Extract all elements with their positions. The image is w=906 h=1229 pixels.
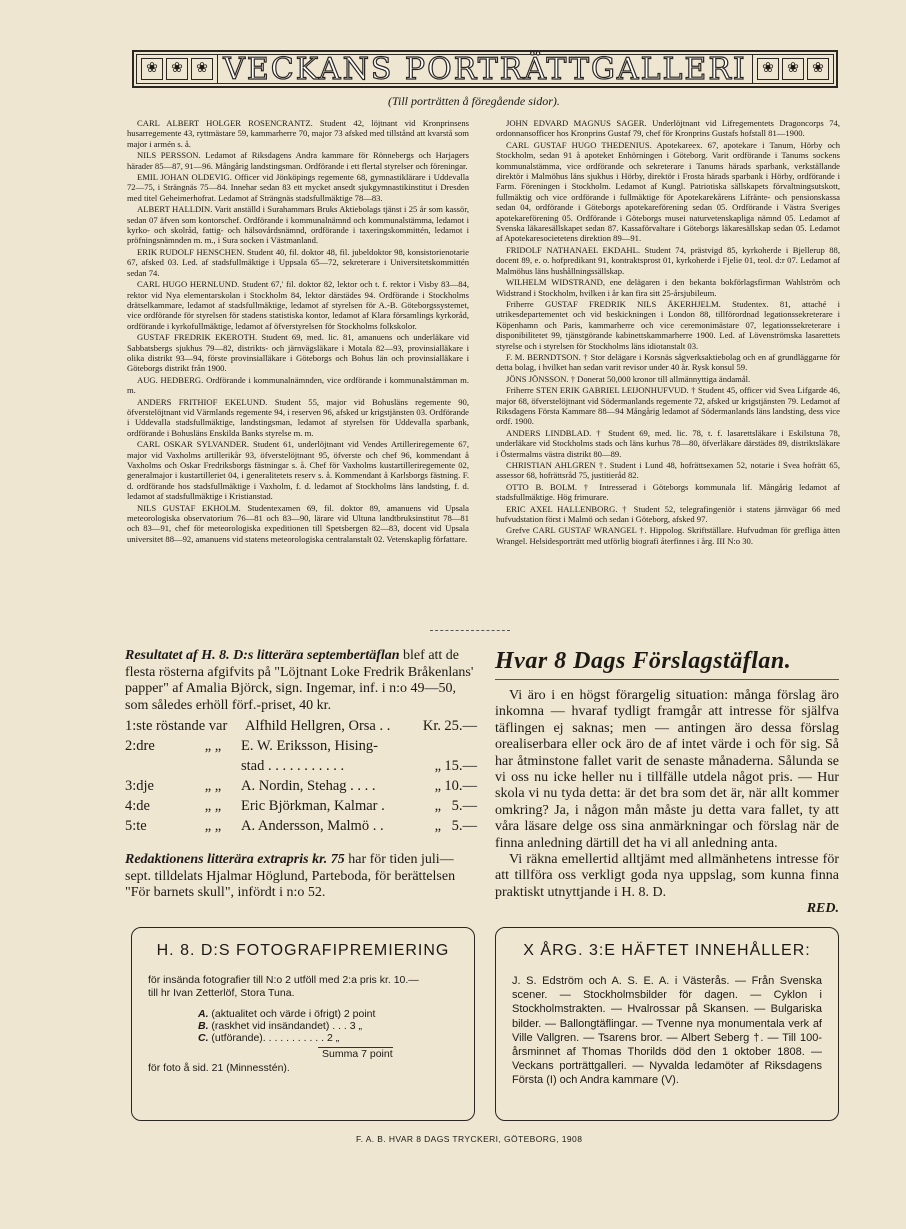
biography-entry: Friherre GUSTAF FREDRIK NILS ÅKERHJELM. Studentex. 81, attaché i utrikesdepartementet och vid beskickningen i London 88, tillförordnad legationssekreterare i Köpenhamn och Paris, kammarherre och vice ceremonimästare 07, legationssekreterare i disponibilitetet 99, tjänstgörande kabinettskammarherre 1900. Led. af Lövenströmska lasarettets styrelse och i styrelsen för Stockholms läns idiotanstalt 03.: [496, 298, 840, 351]
masthead: [132, 50, 838, 88]
grade-row: A. (aktualitet och värde i öfrigt) 2 point: [198, 1008, 376, 1020]
biography-entry: JÖNS JÖNSSON. † Donerat 50,000 kronor till allmännyttiga ändamål.: [506, 373, 751, 384]
literary-contest-results: [125, 648, 477, 902]
photo-award-line: till hr Ivan Zetterlöf, Stora Tuna.: [148, 987, 295, 999]
flower-ornament-icon: ❀: [141, 58, 163, 80]
contest-signature: RED.: [806, 901, 839, 917]
biography-entry: ERIC AXEL HALLENBORG. † Student 52, telegrafingeniör i statens järnvägar 66 med hufvudstation först i Malmö och sedan i Göteborg, afsked 97.: [496, 503, 840, 525]
biography-entry: JOHN EDVARD MAGNUS SAGER. Underlöjtnant vid Lifregementets Dragoncorps 74, ordonnansofficer hos Kronprins Gustaf 79, chef för Kronprins Gustafs hofstall 81—1900.: [496, 118, 840, 139]
prize-table: [125, 718, 477, 838]
portrait-biographies-right: [496, 118, 840, 547]
biography-entry: CARL OSKAR SYLVANDER. Student 61, underlöjtnant vid Vendes Artilleriregemente 67, major vid Vaxholms artillerikår 93, öfverstelöjtnant 95, öfverste och chef 96, kommendant å Vaxholms och Oskar Fredriksborgs fästningar s. å. Chef för Vaxholms kustartilleriregemente 02, generalmajor i kustartilleriet 04, i generalitetets reserv s. å. Kommendant å Karlsborgs fästning. F. d. ordförande hos stadsfullmäktige i Vaxholm, f. d. ledamot af Stockholms läns landsting, f. d. ledamot af stadsfullmäktige i Kristianstad.: [127, 439, 469, 502]
portrait-biographies-left: [127, 118, 469, 545]
photo-award-box: [131, 927, 475, 1121]
prize-row: 5:te „ „ A. Andersson, Malmö . . „ 5.—: [125, 818, 477, 834]
biography-entry: Friherre STEN ERIK GABRIEL LEIJONHUFVUD. † Student 45, officer vid Svea Lifgarde 46, major 68, öfverstelöjtnant vid Södermanlands regemente 72, afsked ur krigstjänsten 79. Ledamot af Riksdagens Första Kammare 88—94 Mångårig ledamot af Södermanlands läns landsting, dess vice ordf. 1900.: [496, 385, 840, 427]
contest-title: Hvar 8 Dags Förslagstäflan.: [495, 648, 839, 680]
masthead-ornament-right: [753, 58, 833, 80]
biography-entry: ERIK RUDOLF HENSCHEN. Student 40, fil. doktor 48, fil. jubeldoktor 98, konsistorienotarie 67, afsked 03. Led. af stadsfullmäktige i Uppsala 65—72, sekreterare i Universitetskommittén sedan 74.: [127, 246, 469, 278]
biography-entry: GUSTAF FREDRIK EKEROTH. Student 69, med. lic. 81, amanuens och underläkare vid Sabbatsbergs sjukhus 79—82, distrikts- och järnvägsläkare i Motala 82—93, provinsialläkare i olika distrikt 93—94, förste provinsialläkare i Göteborgs och Bohus län och provinsialläkare i Göteborgs distrikt från 1900.: [127, 332, 469, 374]
biography-entry: ANDERS LINDBLAD. † Student 69, med. lic. 78, t. f. lasarettsläkare i Eskilstuna 78, underläkare vid Stockholms stads och läns kurhus 78—80, öfverläkare därstädes 89, distriktsläkare i Östermalms västra distrikt 80—89.: [496, 427, 840, 459]
biography-entry: CHRISTIAN AHLGREN †. Student i Lund 48, hofrättsexamen 52, notarie i Svea hofrätt 65, assessor 68, hofrättsråd 75, justitieråd 82.: [496, 460, 840, 481]
extra-prize-note: [125, 852, 477, 902]
biography-entry: CARL HUGO HERNLUND. Student 67,' fil. doktor 82, lektor och t. f. rektor i Visby 83—84, rektor vid Nya elementarskolan i Stockholm 84, lektor därstädes 94. Ordförande i Stockholms drätselkammare, ledamot af stadsfullmäktige, ledamot af styrelsen för A.-B. Göteborgssystemet, vice ordförande för styrelsen för stadens statistiska kontor, ledamot af Klara församlings kyrkoråd, ordförande i kyrkofullmäktige, ledamot af öfverstyrelsen för Stockholms folkskolor.: [127, 279, 469, 331]
suggestion-contest: [495, 648, 839, 917]
flower-ornament-icon: ❀: [782, 58, 804, 80]
flower-ornament-icon: ❀: [166, 58, 188, 80]
extra-prize-text: har för tiden juli—sept. tilldelats Hjalmar Höglund, Parteboda, för berättelsen "För barnets skull", infördt i n:o 52.: [125, 852, 456, 900]
biography-entry: ANDERS FRITHIOF EKELUND. Student 55, major vid Bohusläns regemente 90, öfverstelöjtnant vid Värmlands regemente 94, i reserven 96, afsked ur krigstjänsten 03. Ordförande i Uddevalla stadsfullmäktige, landstingsman, ledamot af styrelsen för Uddevalla sparbank, ordförande i Bohusläns Enskilda Banks styrelse m. m.: [127, 396, 469, 438]
photo-award-line: för insända fotografier till N:o 2 utföll med 2:a pris kr. 10.—: [148, 974, 419, 986]
grade-sum: Summa 7 point: [318, 1047, 393, 1060]
printer-imprint: F. A. B. HVAR 8 DAGS TRYCKERI, GÖTEBORG, 1908: [356, 1134, 583, 1144]
issue-contents-box: [495, 927, 839, 1121]
prize-row: 1:ste röstande var Alfhild Hellgren, Orsa . . Kr. 25.—: [125, 718, 477, 734]
biography-entry: CARL GUSTAF HUGO THEDENIUS. Apotekareex. 67, apotekare i Tanum, Hörby och Stockholm, sedan 91 å apoteket Enhörningen i Göteborg. Varit ordförande i Tanums sockens kommunalstämma, vice ordförande och sekreterare i Tanums härads sparbank, verkställande direktör i Malmöhus läns sjukhus i Hörby, direktör i Frosta härads sparbank i Hörby, ordförande i Farm. Föreningen i Stockholm. Ledamot af Kungl. Patriotiska sällskapets förvaltningsutskott, fullmäktig och vice ordförande i fullmäktige för Apotekarekårens Lifränte- och pensionskassa sedan 04, ordförande i Göteborgs apotekareförening sedan 05. Ordförande i Västra Sveriges apotekareförening 05. Ordförande i Göteborgs musei naturvetenskapliga nämnd 05. Ledamot af Svenska läkaresällskapet sedan 87. Kassaförvaltare i Göteborgs läkaresällskap sedan 05. Ledamot af Apotekaresocietetens direktion 89—91.: [496, 139, 840, 244]
biography-entry: WILHELM WIDSTRAND, ene delägaren i den bekanta bokförlagsfirman Wahlström och Widstrand i Stockholm, hvilken i år kan fira sitt 25-årsjubileum.: [496, 277, 840, 298]
photo-award-title: H. 8. D:S FOTOGRAFIPREMIERING: [156, 942, 450, 959]
photo-award-note: för foto å sid. 21 (Minnesstén).: [148, 1062, 290, 1074]
prize-row: stad . . . . . . . . . . . „ 15.—: [241, 758, 477, 774]
biography-entry: NILS PERSSON. Ledamot af Riksdagens Andra kammare för Rönnebergs och Harjagers härader 85—87, 91—96. Mångårig landstingsman. Ordförande i ett flertal styrelser och föreningar.: [127, 150, 469, 171]
flower-ornament-icon: ❀: [807, 58, 829, 80]
contest-paragraph: Vi äro i en högst förargelig situation: många förslag äro inkomna — hvaraf tydligt framgår att intresse för själfva täflingen ej saknas; men — antingen äro dessa förslag orealiserbara eller ock äro de af intet värde i och för sig. Så har åtminstone fallet varit de senaste månaderna. Sålunda se vi oss nu icke heller nu i tillfälle utdela något pris. — Hur skola vi nu tyda detta: är det bra som det är, när allt kommer omkring? Ja, i någon mån måste ju detta vara fallet, ty att våra läsare delge oss sina anmärkningar och förslag när de finna anledning därtill det ha vi all anledning anta.: [495, 688, 839, 851]
section-divider: [430, 630, 510, 631]
grade-row: B. (raskhet vid insändandet) . . . 3 „: [198, 1020, 362, 1032]
biography-entry: FRIDOLF NATHANAEL EKDAHL. Student 74, prästvigd 85, kyrkoherde i Bjellerup 88, docent 89, e. o. hofpredikant 91, kontraktsprost 01, kyrkoherde i Fjelie 01, teol. d:r 07. Ledamot af Malmöhus läns hushållningssällskap.: [496, 244, 840, 276]
biography-entry: EMIL JOHAN OLDEVIG. Officer vid Jönköpings regemente 68, gymnastiklärare i Uddevalla 72—75, i Strängnäs 75—84. Innehar sedan 83 ett mycket ansedt sjukgymnastikinstitut i Dresden med titel Geheimerhofrat. Ledamot af Strängnäs stadsfullmäktige 78—83.: [127, 172, 469, 203]
masthead-subtitle: (Till porträtten å föregående sidor).: [388, 94, 560, 108]
masthead-ornament-left: [137, 58, 217, 80]
biography-entry: NILS GUSTAF EKHOLM. Studentexamen 69, fil. doktor 89, amanuens vid Upsala meteorologiska observatorium 76—81 och 83—90, lärare vid Ultuna landtbruksinstitut 78—81 och 83—91, chef för meteorologiska expeditionen till Spetsbergen 82—83, docent vid Upsala universitet 88—92, amanuens vid statens meteorologiska centralanstalt 02. Vetenskaplig författare.: [127, 502, 469, 544]
biography-entry: F. M. BERNDTSON. † Stor delägare i Korsnäs sågverksaktiebolag och en af grundläggarne för detta bolag, i hvilket han sedan varit revisor under 40 år. Rysk konsul 59.: [496, 351, 840, 373]
prize-row: 2:dre „ „ E. W. Eriksson, Hising-: [125, 738, 378, 754]
biography-entry: ALBERT HALLDIN. Varit anställd i Surahammars Bruks Aktiebolags tjänst i 25 år som kassör, sedan 07 äfven som kontorschef. Ordförande i kommunalnämnd och kommunalstämma, ledamot i kyrko- och skolråd, fattig- och hälsovårdsnämnd, ordförande i taxeringskommittén, ledamot i pröfningsnämnden m. m., i Sura socken i Västmanland.: [127, 204, 469, 246]
masthead-title: VECKANS PORTRÄTTGALLERI: [217, 55, 753, 83]
biography-entry: AUG. HEDBERG. Ordförande i kommunalnämnden, vice ordförande i kommunalstämman m. m.: [127, 374, 469, 396]
issue-contents-list: J. S. Edström och A. S. E. A. i Västerås. — Från Svenska scener. — Stockholmsbilder för dagen. — Cyklon i Stockholmstrakten. — Hvalrossar på Skansen. — Bulgariska bilder. — Ballongtäflingar. — Tvenne nya monumentala verk af Ville Vallgren. — Tsarens bror. — Albert Seberg †. — Till 100-årsminnet af Thomas Thorilds död den 1 oktober 1808. — Veckans porträttgalleri. — Nyvalda ledamöter af Riksdagens Första (I) och Andra kammare (V).: [512, 975, 822, 1087]
biography-entry: OTTO B. BOLM. † Intresserad i Göteborgs kommunala lif. Mångårig ledamot af stadsfullmäktige. Hög frimurare.: [496, 481, 840, 503]
results-lead-text: blef att de flesta rösterna afgifvits på "Löjtnant Loke Fredrik Bråkenlans' papper" af Amalia Björck, sign. Ingemar, inf. i n:o 49—50, som således erhöll förf.-priset, 40 kr.: [125, 648, 474, 713]
contest-paragraph: Vi räkna emellertid alltjämt med allmänhetens intresse för att tillföra oss verkligt goda nya uppslag, som kunna finna praktiskt utnyttjande i H. 8. D.: [495, 852, 839, 900]
results-headline: Resultatet af H. 8. D:s litterära septembertäflan: [125, 648, 400, 663]
flower-ornament-icon: ❀: [757, 58, 779, 80]
prize-row: 3:dje „ „ A. Nordin, Stehag . . . . „ 10.—: [125, 778, 477, 794]
flower-ornament-icon: ❀: [191, 58, 213, 80]
biography-entry: CARL ALBERT HOLGER ROSENCRANTZ. Student 42, löjtnant vid Kronprinsens husarregemente 43, ryttmästare 59, kammarherre 70, major 73 afsked med tillstånd att kvarstå som major i armén s. å.: [127, 118, 469, 149]
extra-prize-headline: Redaktionens litterära extrapris kr. 75: [125, 852, 345, 867]
prize-row: 4:de „ „ Eric Björkman, Kalmar . „ 5.—: [125, 798, 477, 814]
issue-contents-title: X ÅRG. 3:E HÄFTET INNEHÅLLER:: [523, 942, 811, 959]
grade-row: C. (utförande). . . . . . . . . . . 2 „: [198, 1032, 340, 1044]
biography-entry: Grefve CARL GUSTAF WRANGEL †. Hippolog. Skriftställare. Hufvudman för grefliga ätten Wrangel. Helsidesporträtt med utförlig biografi återfinnes i årg. III N:o 30.: [496, 525, 840, 546]
results-lead: [125, 648, 477, 714]
